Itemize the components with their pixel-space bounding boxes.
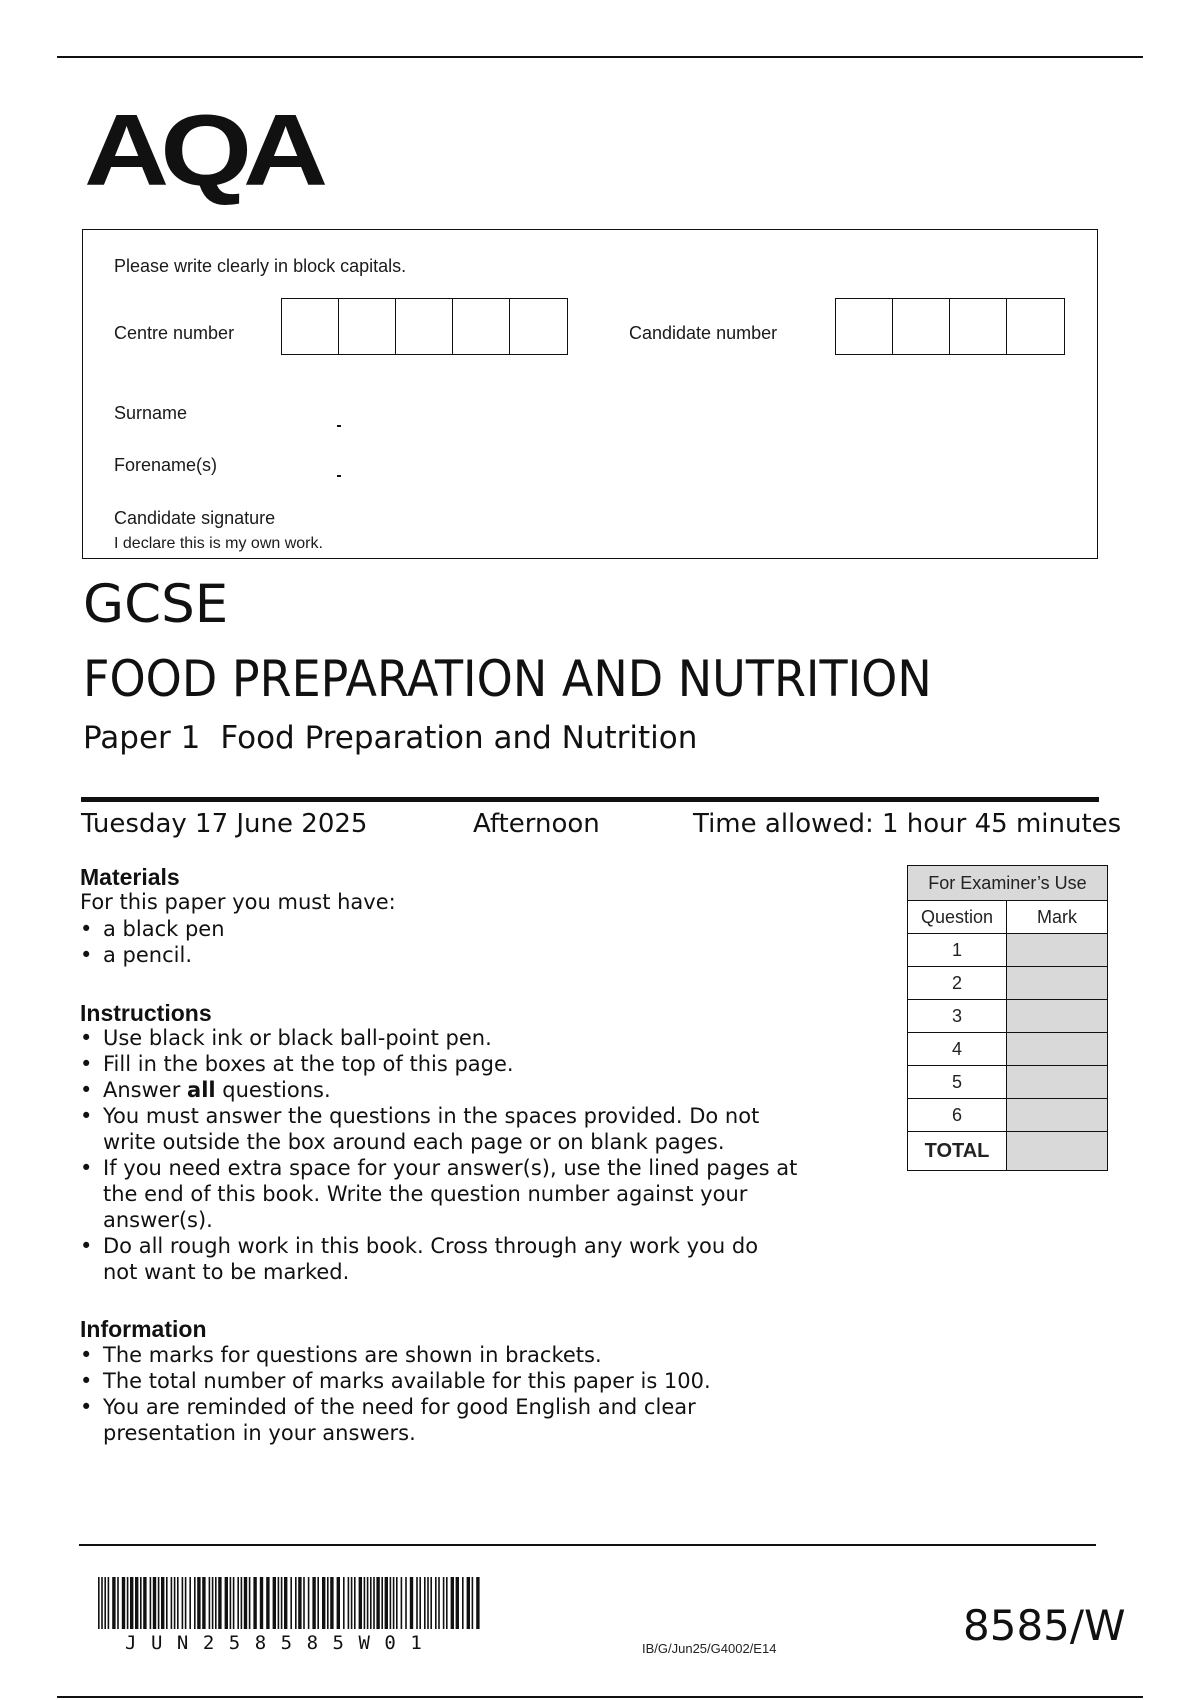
- question-number: 3: [908, 1000, 1007, 1033]
- candidate-number-label: Candidate number: [629, 323, 778, 343]
- barcode-bar: [244, 1577, 247, 1629]
- barcode-bar: [225, 1577, 228, 1629]
- list-item: • a black pen: [80, 916, 225, 942]
- list-item: • You must answer the questions in the spaces provided. Do not write outside the box around each page or on blank pages.: [80, 1103, 797, 1155]
- exam-session: Afternoon: [473, 809, 600, 839]
- barcode-bar: [273, 1577, 276, 1629]
- barcode-bar: [209, 1577, 211, 1629]
- barcode-bar: [194, 1577, 196, 1629]
- barcode-bar: [410, 1577, 413, 1629]
- surname-field[interactable]: [337, 425, 341, 427]
- qualification-title: GCSE: [83, 574, 229, 635]
- barcode-bar: [122, 1577, 125, 1629]
- total-mark-cell: [1007, 1132, 1108, 1171]
- barcode-bar: [385, 1577, 388, 1629]
- paper-number: Paper 1: [83, 720, 201, 756]
- barcode-bar: [443, 1577, 445, 1629]
- candidate-details-box: [82, 229, 1098, 559]
- barcode-bar: [390, 1577, 392, 1629]
- barcode-bar: [462, 1577, 464, 1629]
- list-item: • Use black ink or black ball-point pen.: [80, 1025, 797, 1051]
- total-label: TOTAL: [908, 1132, 1007, 1171]
- question-column-header: Question: [908, 901, 1007, 934]
- paper-name: Food Preparation and Nutrition: [220, 720, 698, 756]
- barcode-bar: [185, 1577, 187, 1629]
- barcode-bar: [317, 1577, 319, 1629]
- paper-code: 8585/W: [963, 1601, 1126, 1650]
- barcode-bar: [212, 1577, 214, 1629]
- barcode: [98, 1577, 481, 1629]
- question-number: 6: [908, 1099, 1007, 1132]
- barcode-bar: [298, 1577, 301, 1629]
- barcode-bar: [435, 1577, 437, 1629]
- list-item: • You are reminded of the need for good English and clear presentation in your answers.: [80, 1394, 711, 1446]
- bottom-rule: [57, 1696, 1143, 1698]
- barcode-bar: [381, 1577, 383, 1629]
- table-row: [908, 967, 1108, 1000]
- barcode-bar: [370, 1577, 372, 1629]
- barcode-bar: [312, 1577, 315, 1629]
- barcode-bar: [290, 1577, 292, 1629]
- barcode-bar: [182, 1577, 184, 1629]
- table-row: [908, 1066, 1108, 1099]
- question-number: 4: [908, 1033, 1007, 1066]
- barcode-bar: [451, 1577, 454, 1629]
- barcode-bar: [348, 1577, 350, 1629]
- barcode-bar: [233, 1577, 235, 1629]
- barcode-bar: [446, 1577, 448, 1629]
- barcode-bar: [295, 1577, 297, 1629]
- materials-list: [80, 916, 225, 968]
- barcode-bar: [354, 1577, 356, 1629]
- barcode-bar: [266, 1577, 269, 1629]
- barcode-bar: [476, 1577, 479, 1629]
- barcode-bar: [401, 1577, 403, 1629]
- list-item: • a pencil.: [80, 942, 225, 968]
- barcode-bar: [359, 1577, 362, 1629]
- centre-number-label: Centre number: [114, 323, 235, 343]
- question-number: 2: [908, 967, 1007, 1000]
- information-list: [80, 1342, 711, 1446]
- table-row: [908, 1099, 1108, 1132]
- centre-digit-box[interactable]: [453, 299, 510, 354]
- title-rule: [81, 797, 1099, 802]
- forenames-field[interactable]: [337, 475, 341, 477]
- barcode-bar: [281, 1577, 283, 1629]
- barcode-bar: [330, 1577, 333, 1629]
- barcode-bar: [367, 1577, 369, 1629]
- barcode-bar: [112, 1577, 115, 1629]
- list-item: • The total number of marks available for this paper is 100.: [80, 1368, 711, 1394]
- mark-cell: [1007, 967, 1108, 1000]
- subject-title: FOOD PREPARATION AND NUTRITION: [83, 650, 932, 708]
- barcode-bar: [303, 1577, 305, 1629]
- mark-cell: [1007, 934, 1108, 967]
- barcode-bar: [364, 1577, 366, 1629]
- barcode-bar: [189, 1577, 191, 1629]
- surname-label: Surname: [114, 403, 188, 423]
- barcode-bar: [419, 1577, 421, 1629]
- barcode-bar: [416, 1577, 418, 1629]
- barcode-bar: [237, 1577, 239, 1629]
- barcode-bar: [215, 1577, 217, 1629]
- signature-label: Candidate signature: [114, 508, 276, 528]
- table-row: [908, 934, 1108, 967]
- instructions-heading: Instructions: [80, 1000, 212, 1026]
- footer-rule: [79, 1544, 1096, 1546]
- barcode-bar: [438, 1577, 440, 1629]
- centre-number-boxes[interactable]: [281, 298, 568, 355]
- candidate-digit-box[interactable]: [893, 299, 950, 354]
- mark-column-header: Mark: [1007, 901, 1108, 934]
- barcode-bar: [396, 1577, 398, 1629]
- barcode-bar: [249, 1577, 251, 1629]
- barcode-bar: [427, 1577, 429, 1629]
- barcode-bar: [166, 1577, 168, 1629]
- paper-title: [83, 720, 698, 756]
- declaration-text: I declare this is my own work.: [114, 535, 323, 552]
- barcode-bar: [278, 1577, 280, 1629]
- barcode-bar: [456, 1577, 459, 1629]
- examiner-table-title: For Examiner’s Use: [908, 866, 1108, 901]
- question-number: 5: [908, 1066, 1007, 1099]
- barcode-bar: [253, 1577, 256, 1629]
- mark-cell: [1007, 1099, 1108, 1132]
- list-item: • Fill in the boxes at the top of this page.: [80, 1051, 797, 1077]
- question-number: 1: [908, 934, 1007, 967]
- time-allowed: Time allowed: 1 hour 45 minutes: [693, 809, 1122, 839]
- barcode-bar: [218, 1577, 221, 1629]
- barcode-bar: [260, 1577, 263, 1629]
- barcode-bar: [472, 1577, 474, 1629]
- instructions-list: [80, 1025, 797, 1285]
- barcode-bar: [130, 1577, 133, 1629]
- barcode-bar: [308, 1577, 310, 1629]
- materials-heading: Materials: [80, 864, 180, 890]
- barcode-bar: [373, 1577, 375, 1629]
- barcode-bar: [143, 1577, 146, 1629]
- barcode-bar: [150, 1577, 152, 1629]
- centre-digit-box[interactable]: [282, 299, 339, 354]
- barcode-bar: [202, 1577, 205, 1629]
- centre-digit-box[interactable]: [396, 299, 453, 354]
- barcode-bar: [467, 1577, 470, 1629]
- barcode-bar: [393, 1577, 395, 1629]
- candidate-digit-box[interactable]: [950, 299, 1007, 354]
- barcode-bar: [158, 1577, 160, 1629]
- examiner-use-table: [907, 865, 1108, 1171]
- mark-cell: [1007, 1000, 1108, 1033]
- barcode-bar: [405, 1577, 407, 1629]
- list-item: • Answer all questions.: [80, 1077, 797, 1103]
- barcode-bar: [101, 1577, 103, 1629]
- table-row: [908, 1033, 1108, 1066]
- barcode-bar: [127, 1577, 129, 1629]
- candidate-digit-box[interactable]: [1007, 299, 1064, 354]
- barcode-bar: [337, 1577, 340, 1629]
- barcode-bar: [284, 1577, 287, 1629]
- total-row: [908, 1132, 1108, 1171]
- forenames-label: Forename(s): [114, 455, 218, 475]
- list-item: • The marks for questions are shown in brackets.: [80, 1342, 711, 1368]
- list-item: • Do all rough work in this book. Cross through any work you do not want to be marked.: [80, 1233, 797, 1285]
- emphasis-all: all: [187, 1078, 216, 1102]
- block-capitals-instruction: Please write clearly in block capitals.: [114, 256, 407, 276]
- barcode-bar: [108, 1577, 110, 1629]
- barcode-bar: [376, 1577, 379, 1629]
- barcode-bar: [171, 1577, 173, 1629]
- barcode-bar: [241, 1577, 243, 1629]
- barcode-bar: [117, 1577, 119, 1629]
- information-heading: Information: [80, 1316, 207, 1342]
- centre-digit-box[interactable]: [339, 299, 396, 354]
- list-item: • If you need extra space for your answer(s), use the lined pages at the end of this book. Write the question number against your answer(s).: [80, 1155, 797, 1233]
- barcode-text: JUN258585W01: [125, 1632, 437, 1654]
- barcode-bar: [230, 1577, 232, 1629]
- barcode-bar: [98, 1577, 100, 1629]
- document-reference: IB/G/Jun25/G4002/E14: [642, 1641, 777, 1656]
- aqa-logo: AQA: [84, 93, 320, 208]
- mark-cell: [1007, 1033, 1108, 1066]
- exam-date: Tuesday 17 June 2025: [81, 809, 368, 839]
- top-rule: [57, 56, 1143, 58]
- barcode-bar: [177, 1577, 179, 1629]
- centre-digit-box[interactable]: [510, 299, 567, 354]
- barcode-bar: [430, 1577, 432, 1629]
- barcode-bar: [140, 1577, 142, 1629]
- barcode-bar: [161, 1577, 164, 1629]
- barcode-bar: [322, 1577, 325, 1629]
- materials-intro: For this paper you must have:: [80, 890, 396, 914]
- barcode-bar: [424, 1577, 426, 1629]
- barcode-bar: [197, 1577, 200, 1629]
- candidate-number-boxes[interactable]: [835, 298, 1065, 355]
- barcode-bar: [343, 1577, 345, 1629]
- candidate-digit-box[interactable]: [836, 299, 893, 354]
- table-row: [908, 1000, 1108, 1033]
- barcode-bar: [104, 1577, 106, 1629]
- barcode-bar: [327, 1577, 329, 1629]
- barcode-bar: [135, 1577, 138, 1629]
- barcode-bar: [351, 1577, 353, 1629]
- barcode-bar: [174, 1577, 176, 1629]
- mark-cell: [1007, 1066, 1108, 1099]
- barcode-bar: [153, 1577, 156, 1629]
